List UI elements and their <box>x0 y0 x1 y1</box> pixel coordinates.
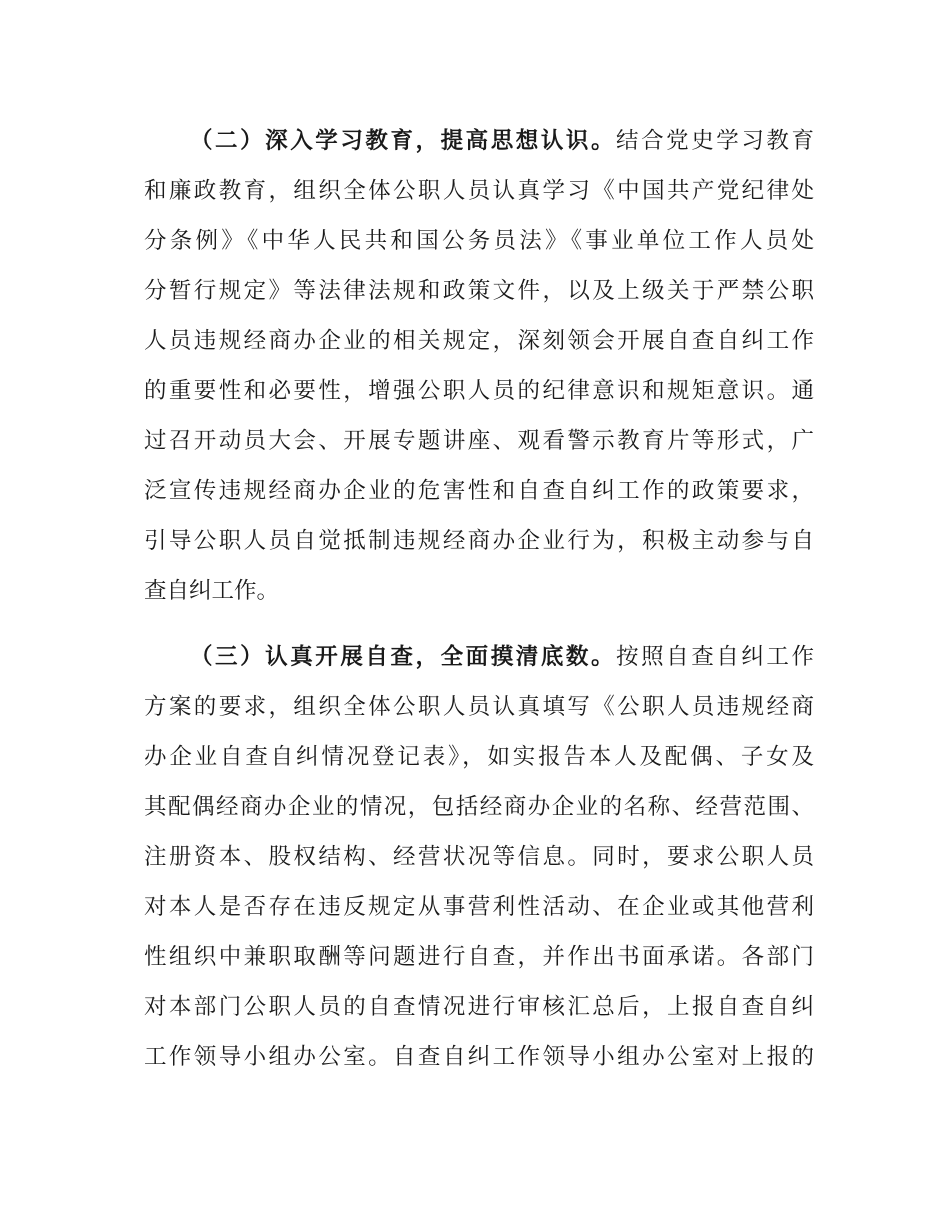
paragraph-line: 人员违规经商办企业的相关规定，深刻领会开展自查自纠工作 <box>144 328 814 354</box>
paragraph-line: 方案的要求，组织全体公职人员认真填写《公职人员违规经商 <box>144 694 814 720</box>
paragraph-line: 对本人是否存在违反规定从事营利性活动、在企业或其他营利 <box>144 894 814 920</box>
section-heading: （三）认真开展自查，全面摸清底数。 <box>190 644 617 670</box>
paragraph-line: 引导公职人员自觉抵制违规经商办企业行为，积极主动参与自 <box>144 528 814 554</box>
paragraph-line: 泛宣传违规经商办企业的危害性和自查自纠工作的政策要求， <box>144 478 814 504</box>
paragraph-line: 工作领导小组办公室。自查自纠工作领导小组办公室对上报的 <box>144 1044 814 1070</box>
paragraph-line <box>144 116 814 166</box>
section-heading: （二）深入学习教育，提高思想认识。 <box>190 128 617 154</box>
paragraph-text: 结合党史学习教育 <box>616 128 814 154</box>
paragraph-line <box>144 632 814 682</box>
paragraph-line: 对本部门公职人员的自查情况进行审核汇总后，上报自查自纠 <box>144 994 814 1020</box>
section-3-paragraph <box>144 632 814 1082</box>
paragraph-line: 办企业自查自纠情况登记表》，如实报告本人及配偶、子女及 <box>144 744 814 770</box>
paragraph-line: 过召开动员大会、开展专题讲座、观看警示教育片等形式，广 <box>144 428 814 454</box>
paragraph-line: 分条例》《中华人民共和国公务员法》《事业单位工作人员处 <box>144 228 814 254</box>
paragraph-line: 的重要性和必要性，增强公职人员的纪律意识和规矩意识。通 <box>144 378 814 404</box>
paragraph-line: 其配偶经商办企业的情况，包括经商办企业的名称、经营范围、 <box>144 794 814 820</box>
paragraph-line: 性组织中兼职取酬等问题进行自查，并作出书面承诺。各部门 <box>144 944 814 970</box>
paragraph-text: 按照自查自纠工作 <box>616 644 814 670</box>
paragraph-line: 和廉政教育，组织全体公职人员认真学习《中国共产党纪律处 <box>144 178 814 204</box>
paragraph-line: 查自纠工作。 <box>144 578 280 604</box>
paragraph-line: 分暂行规定》等法律法规和政策文件，以及上级关于严禁公职 <box>144 278 814 304</box>
section-2-paragraph <box>144 116 814 616</box>
paragraph-line: 注册资本、股权结构、经营状况等信息。同时，要求公职人员 <box>144 844 814 870</box>
